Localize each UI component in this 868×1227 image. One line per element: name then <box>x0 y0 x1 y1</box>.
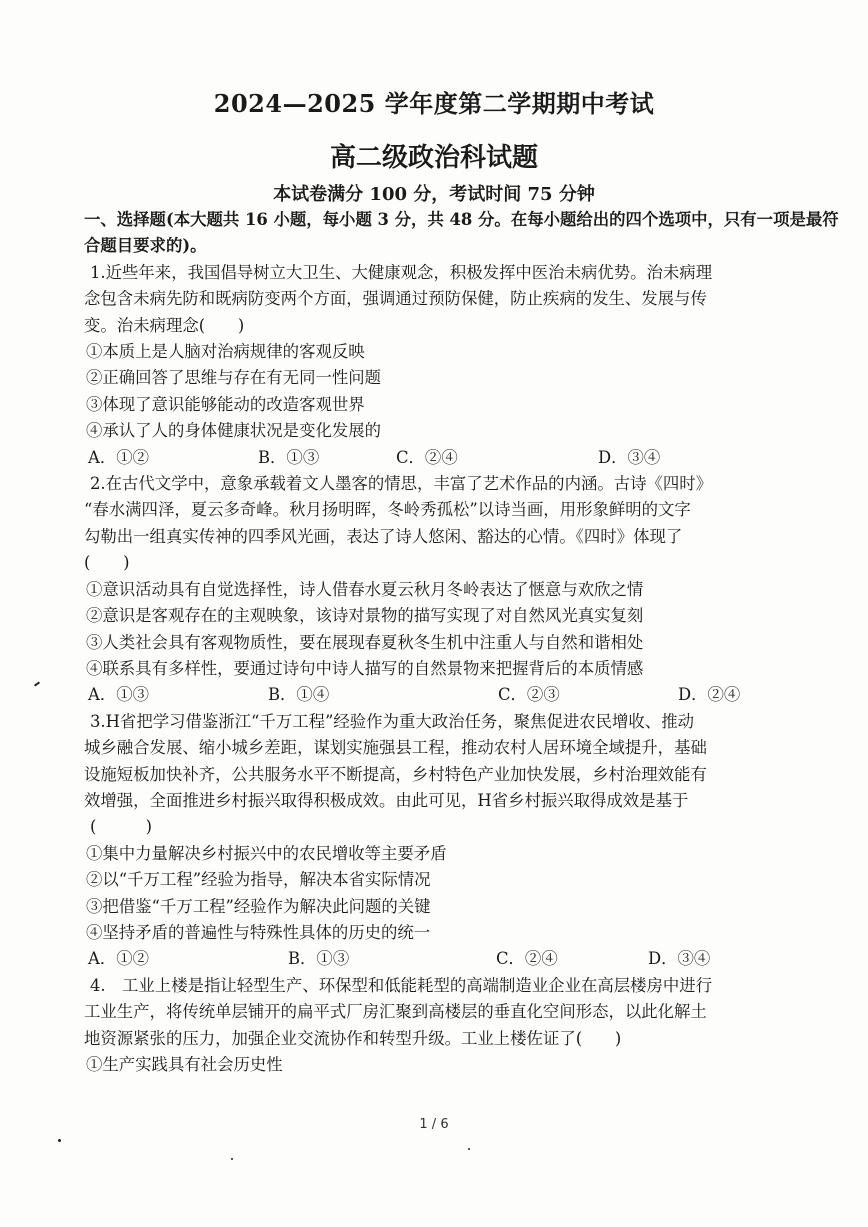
choice-a: A．①② <box>88 447 150 467</box>
exam-subtitle: 高二级政治科试题 <box>329 143 538 173</box>
question-4 <box>84 973 854 1079</box>
scan-speck <box>58 1139 61 1142</box>
exam-info: 本试卷满分 100 分，考试时间 75 分钟 <box>273 184 595 205</box>
question-stem: 3.H省把学习借鉴浙江“千万工程”经验作为重大政治任务，聚焦促进农民增收、推动 <box>90 711 694 731</box>
choice-c: C．②③ <box>498 685 560 705</box>
statement-option: ②正确回答了思维与存在有无同一性问题 <box>86 368 382 388</box>
answer-choices <box>84 445 854 471</box>
statement-option: ①意识活动具有自觉选择性，诗人借春水夏云秋月冬岭表达了惬意与欢欣之情 <box>86 579 644 599</box>
statement-option: ②以“千万工程”经验为指导，解决本省实际情况 <box>86 870 431 890</box>
choice-a: A．①③ <box>88 685 150 705</box>
question-stem: ( ) <box>84 553 130 573</box>
scan-speck <box>34 681 40 686</box>
question-stem: 效增强，全面推进乡村振兴取得积极成效。由此可见，H省乡村振兴取得成效是基于 <box>84 790 689 810</box>
question-3 <box>84 709 854 973</box>
choice-d: D．②④ <box>678 685 741 705</box>
choice-b: B．①④ <box>268 685 330 705</box>
question-stem: 工业生产，将传统单层铺开的扁平式厂房汇聚到高楼层的垂直化空间形态，以此化解土 <box>84 1002 707 1022</box>
choice-c: C．②④ <box>396 447 458 467</box>
choice-c: C．②④ <box>496 949 558 969</box>
question-1 <box>84 260 854 471</box>
question-stem: 念包含未病先防和既病防变两个方面，强调通过预防保健，防止疾病的发生、发展与传 <box>84 289 707 309</box>
answer-choices <box>84 946 854 972</box>
statement-option: ②意识是客观存在的主观映象，该诗对景物的描写实现了对自然风光真实复刻 <box>86 606 644 626</box>
question-stem: 勾勒出一组真实传神的四季风光画，表达了诗人悠闲、豁达的心情。《四时》体现了 <box>84 526 683 546</box>
question-stem: “春水满四泽，夏云多奇峰。秋月扬明晖，冬岭秀孤松”以诗当画，用形象鲜明的文字 <box>84 500 691 520</box>
answer-choices <box>84 682 854 708</box>
statement-option: ③体现了意识能够能动的改造客观世界 <box>86 394 365 414</box>
question-stem: 城乡融合发展、缩小城乡差距，谋划实施强县工程，推动农村人居环境全域提升，基础 <box>84 738 707 758</box>
choice-a: A．①② <box>88 949 150 969</box>
question-2 <box>84 471 854 709</box>
choice-b: B．①③ <box>258 447 320 467</box>
question-stem: 地资源紧张的压力，加强企业交流协作和转型升级。工业上楼佐证了( ) <box>84 1028 622 1048</box>
choice-b: B．①③ <box>288 949 350 969</box>
scan-speck <box>468 1148 470 1150</box>
statement-option: ①本质上是人脑对治病规律的客观反映 <box>86 342 365 362</box>
statement-option: ④坚持矛盾的普遍性与特殊性具体的历史的统一 <box>86 922 431 942</box>
question-stem: 设施短板加快补齐，公共服务水平不断提高，乡村特色产业加快发展，乡村治理效能有 <box>84 764 707 784</box>
statement-option: ③人类社会具有客观物质性，要在展现春夏秋冬生机中注重人与自然和谐相处 <box>86 632 644 652</box>
question-stem: 变。治未病理念( ) <box>84 315 245 335</box>
question-stem: ( ) <box>90 817 152 837</box>
choice-d: D．③④ <box>598 447 661 467</box>
statement-option: ①生产实践具有社会历史性 <box>86 1055 283 1074</box>
statement-option: ④联系具有多样性，要通过诗句中诗人描写的自然景物来把握背后的本质情感 <box>86 658 644 678</box>
question-stem: 4. 工业上楼是指让轻型生产、环保型和低能耗型的高端制造业企业在高层楼房中进行 <box>90 975 713 995</box>
statement-option: ④承认了人的身体健康状况是变化发展的 <box>86 421 382 441</box>
question-stem: 1.近些年来，我国倡导树立大卫生、大健康观念，积极发挥中医治未病优势。治未病理 <box>90 262 713 282</box>
section-heading: 一、选择题(本大题共 16 小题，每小题 3 分，共 48 分。在每小题给出的四个选项中，只有一项是最符 <box>84 210 839 229</box>
exam-title: 2024—2025 学年度第二学期期中考试 <box>213 89 655 118</box>
page-number: 1 / 6 <box>419 1117 449 1132</box>
section-heading-cont: 合题目要求的)。 <box>84 236 207 256</box>
choice-d: D．③④ <box>648 949 711 969</box>
statement-option: ①集中力量解决乡村振兴中的农民增收等主要矛盾 <box>86 843 447 863</box>
scan-speck <box>231 1158 233 1160</box>
statement-option: ③把借鉴“千万工程”经验作为解决此问题的关键 <box>86 896 431 916</box>
exam-content <box>84 207 854 1078</box>
question-stem: 2.在古代文学中，意象承载着文人墨客的情思，丰富了艺术作品的内涵。古诗《四时》 <box>90 474 713 494</box>
